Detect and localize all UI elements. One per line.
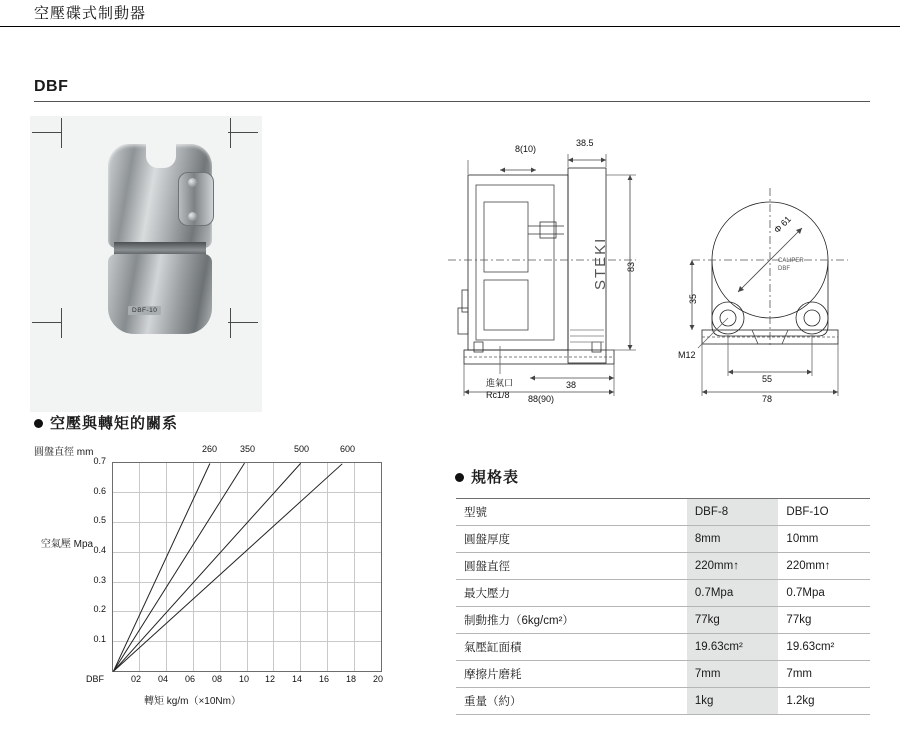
specification-table [456, 498, 870, 715]
dim-diameter-61: Φ 61 [772, 214, 794, 236]
gridline-v [166, 463, 167, 671]
row-label: 最大壓力 [456, 580, 687, 607]
crop-mark [61, 118, 62, 148]
chart-section-heading [34, 412, 178, 433]
xtick-origin: DBF [86, 674, 104, 684]
series-label-500: 500 [294, 444, 310, 454]
row-value-dbf8: 1kg [687, 688, 779, 715]
row-value-dbf10: 19.63cm² [778, 634, 870, 661]
table-row [456, 526, 870, 553]
series-label-350: 350 [240, 444, 256, 454]
gridline-h [113, 611, 381, 612]
pressure-torque-chart [34, 440, 434, 707]
row-value-dbf10: 77kg [778, 607, 870, 634]
ytick-0-1: 0.1 [93, 634, 106, 644]
xtick-20: 20 [372, 674, 383, 684]
col-header-dbf8: DBF-8 [687, 499, 779, 526]
gridline-v [354, 463, 355, 671]
table-row [456, 580, 870, 607]
page-title: 空壓碟式制動器 [34, 5, 147, 22]
dim-38-5: 38.5 [576, 138, 594, 148]
gridline-v [247, 463, 248, 671]
technical-drawings [440, 130, 880, 420]
chart-plot-area [112, 462, 382, 672]
bullet-icon [455, 473, 464, 482]
caliper-bolt [188, 178, 197, 187]
ytick-0-4: 0.4 [93, 545, 106, 555]
ytick-0-6: 0.6 [93, 486, 106, 496]
caliper-notch [146, 142, 176, 168]
row-value-dbf8: 220mm↑ [687, 553, 779, 580]
table-row [456, 553, 870, 580]
table-row [456, 607, 870, 634]
crop-mark [228, 322, 258, 323]
row-label: 圓盤厚度 [456, 526, 687, 553]
gridline-v [327, 463, 328, 671]
gridline-h [113, 641, 381, 642]
model-divider [34, 101, 870, 102]
xtick-12: 12 [264, 674, 275, 684]
table-header-row [456, 499, 870, 526]
table-row [456, 688, 870, 715]
chart-x-axis-title: 轉矩 kg/m（×10Nm） [144, 696, 241, 707]
brand-logo: STEKI [592, 236, 609, 290]
crop-mark [61, 308, 62, 338]
caliper-illustration [100, 138, 220, 348]
xtick-10: 10 [238, 674, 249, 684]
product-photo [30, 116, 262, 412]
chart-heading-label: 空壓與轉矩的關系 [50, 415, 179, 432]
xtick-04: 04 [157, 674, 168, 684]
row-value-dbf10: 220mm↑ [778, 553, 870, 580]
ytick-0-3: 0.3 [93, 575, 106, 585]
photo-model-label: DBF-10 [128, 306, 161, 315]
dim-m12: M12 [678, 350, 696, 360]
row-label: 摩擦片磨耗 [456, 661, 687, 688]
row-value-dbf10: 10mm [778, 526, 870, 553]
crop-mark [230, 308, 231, 338]
table-row [456, 661, 870, 688]
row-value-dbf10: 0.7Mpa [778, 580, 870, 607]
col-header-dbf10: DBF-1O [778, 499, 870, 526]
xtick-18: 18 [345, 674, 356, 684]
col-header-model: 型號 [456, 499, 687, 526]
dim-55: 55 [762, 374, 773, 384]
dim-8-10: 8(10) [515, 144, 537, 154]
row-value-dbf10: 7mm [778, 661, 870, 688]
xtick-06: 06 [184, 674, 195, 684]
spec-heading-label: 規格表 [471, 469, 520, 486]
crop-mark [32, 322, 62, 323]
row-value-dbf8: 19.63cm² [687, 634, 779, 661]
caliper-text-line1: CALIPER [778, 258, 804, 264]
xtick-02: 02 [130, 674, 141, 684]
series-label-600: 600 [340, 444, 356, 454]
row-label: 氣壓缸面積 [456, 634, 687, 661]
ytick-0-5: 0.5 [93, 515, 106, 525]
row-value-dbf8: 0.7Mpa [687, 580, 779, 607]
caliper-lower-body [108, 254, 212, 334]
series-label-260: 260 [202, 444, 218, 454]
gridline-h [113, 552, 381, 553]
spec-section-heading [455, 466, 519, 487]
row-label: 制動推力（6kg/cm²） [456, 607, 687, 634]
crop-mark [228, 132, 258, 133]
row-value-dbf10: 1.2kg [778, 688, 870, 715]
dim-88-90: 88(90) [528, 394, 555, 404]
dim-83: 83 [626, 261, 636, 272]
dim-78: 78 [762, 394, 773, 404]
ytick-0-7: 0.7 [93, 456, 106, 466]
header-divider [0, 26, 900, 27]
row-value-dbf8: 8mm [687, 526, 779, 553]
gridline-h [113, 492, 381, 493]
air-inlet-label: 進氣口 [486, 378, 514, 388]
bullet-icon [34, 419, 43, 428]
xtick-16: 16 [318, 674, 329, 684]
gridline-v [220, 463, 221, 671]
xtick-08: 08 [211, 674, 222, 684]
chart-y-axis-title: 空氣壓 Mpa [40, 539, 94, 550]
gridline-v [300, 463, 301, 671]
chart-top-label: 圓盤直徑 mm [34, 447, 94, 458]
row-label: 重量（約） [456, 688, 687, 715]
caliper-bolt [188, 212, 197, 221]
xtick-14: 14 [291, 674, 302, 684]
model-title: DBF [34, 78, 69, 95]
row-value-dbf8: 7mm [687, 661, 779, 688]
dim-35: 35 [688, 293, 698, 304]
row-value-dbf8: 77kg [687, 607, 779, 634]
crop-mark [32, 132, 62, 133]
row-label: 圓盤直徑 [456, 553, 687, 580]
air-inlet-thread: Rc1/8 [486, 390, 510, 400]
crop-mark [230, 118, 231, 148]
dim-38: 38 [566, 380, 577, 390]
ytick-0-2: 0.2 [93, 604, 106, 614]
table-row [456, 634, 870, 661]
caliper-text-line2: DBF [778, 266, 790, 272]
